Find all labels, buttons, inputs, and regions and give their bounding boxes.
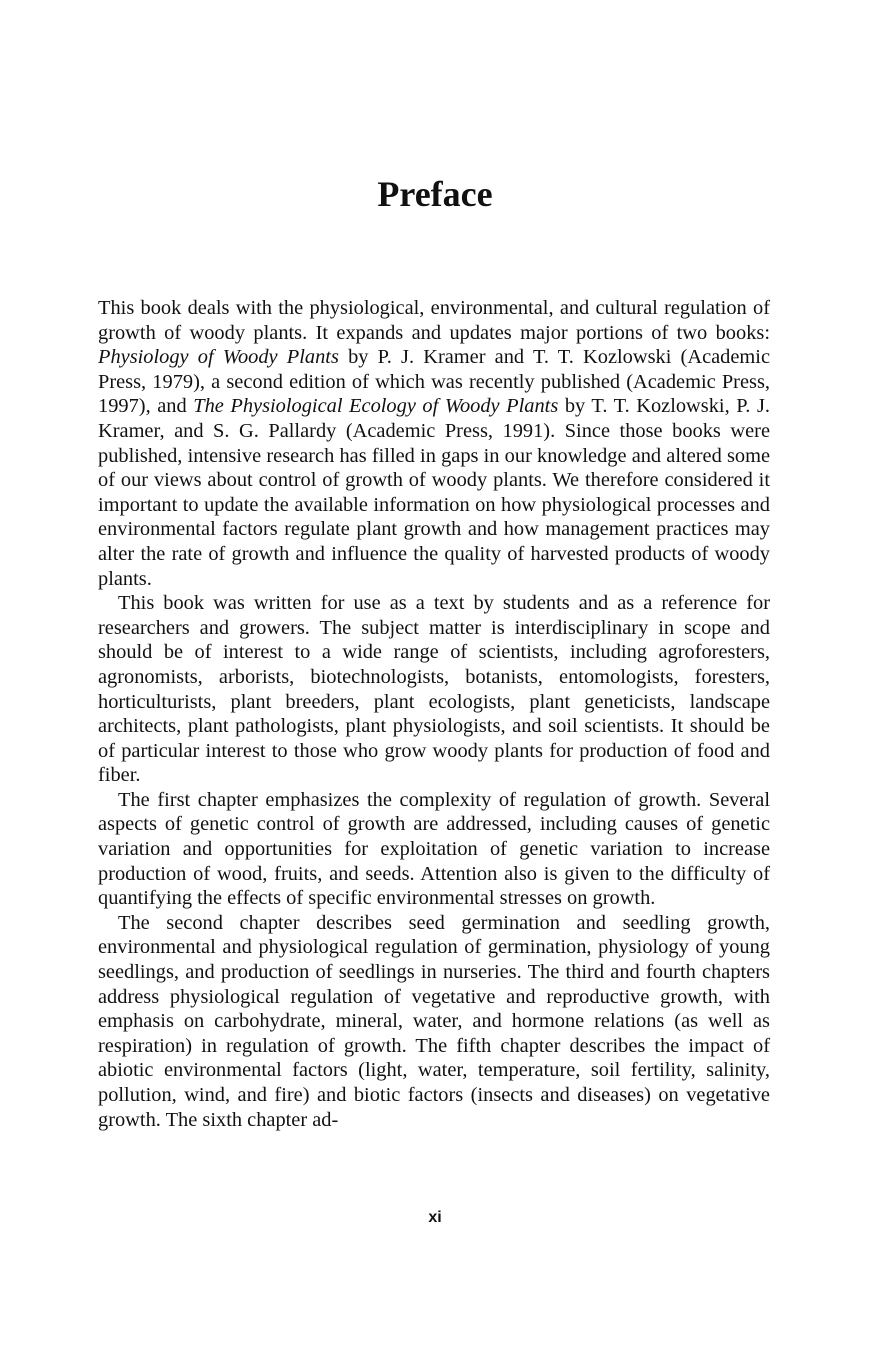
paragraph-2: This book was written for use as a text by students and as a reference for researchers and growers. The subject matter is interdisciplinary in scope and should be of interest to a wide range of scientists, including agroforesters, agronomists, arborists, biotechnologists, botanists, entomologists, foresters, horticulturists, plant breeders, plant ecologists, plant geneticists, landscape architects, plant pathologists, plant physiologists, and soil scientists. It should be of particular interest to those who grow woody plants for production of food and fiber. [98, 592, 770, 787]
page-number: xi [428, 1209, 442, 1226]
paragraph-3: The first chapter emphasizes the complexity of regulation of growth. Several aspects of genetic control of growth are addressed, including causes of genetic variation and opportunities for exploitation of genetic variation to increase production of wood, fruits, and seeds. Attention also is given to the difficulty of quantifying the effects of specific environmental stresses on growth. [98, 788, 770, 910]
paragraph-1-text-b: by P. J. Kramer and T. T. Kozlowski (Academic Press, 1979), a second edition of which was recently published (Academic Press, 1997), and [98, 346, 770, 418]
book-title-physiology-of-woody-plants: Physiology of Woody Plants [98, 346, 339, 369]
page-title: Preface [377, 174, 493, 214]
paragraph-1 [98, 296, 770, 591]
paragraph-1-text-c: by T. T. Kozlowski, P. J. Kramer, and S. G. Pallardy (Academic Press, 1991). Since those books were published, intensive research has filled in gaps in our knowledge and altered some of our views about control of growth of woody plants. We therefore considered it important to update the available information on how physiological processes and environmental factors regulate plant growth and how management practices may alter the rate of growth and influence the quality of harvested products of woody plants. [98, 395, 770, 590]
paragraph-4: The second chapter describes seed germination and seedling growth, environmental and physiological regulation of germination, physiology of young seedlings, and production of seedlings in nurseries. The third and fourth chapters address physiological regulation of vegetative and reproductive growth, with emphasis on carbohydrate, mineral, water, and hormone relations (as well as respiration) in regulation of growth. The fifth chapter describes the impact of abiotic environmental factors (light, water, temperature, soil fertility, salinity, pollution, wind, and fire) and biotic factors (insects and diseases) on vegetative growth. The sixth chapter ad- [98, 911, 770, 1131]
preface-body [98, 296, 770, 1132]
book-title-physiological-ecology: The Physiological Ecology of Woody Plants [193, 395, 559, 418]
paragraph-1-text-a: This book deals with the physiological, environmental, and cultural regulation of growth of woody plants. It expands and updates major portions of two books: [98, 297, 770, 344]
